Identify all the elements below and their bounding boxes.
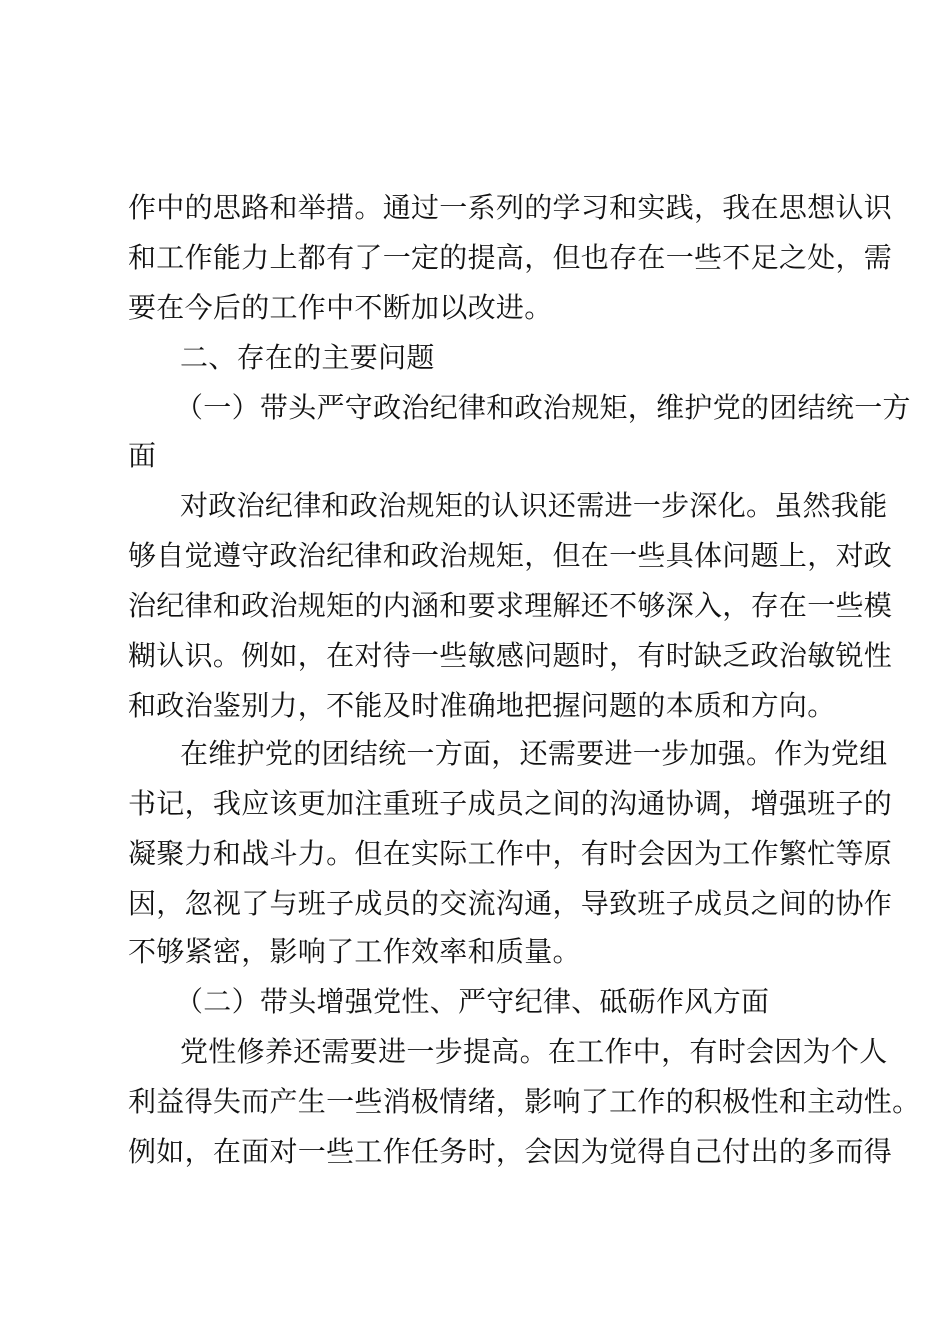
text-line: 不够紧密，影响了工作效率和质量。 <box>128 935 581 968</box>
subsection-heading: （一）带头严守政治纪律和政治规矩，维护党的团结统一方 <box>175 391 911 424</box>
text-line: 利益得失而产生一些消极情绪，影响了工作的积极性和主动性。 <box>128 1085 921 1118</box>
text-line: 凝聚力和战斗力。但在实际工作中，有时会因为工作繁忙等原 <box>128 837 893 870</box>
text-line: 治纪律和政治规矩的内涵和要求理解还不够深入，存在一些模 <box>128 589 893 622</box>
paragraph-start: 党性修养还需要进一步提高。在工作中，有时会因为个人 <box>180 1035 888 1068</box>
text-line: 例如，在面对一些工作任务时，会因为觉得自己付出的多而得 <box>128 1135 893 1168</box>
text-line: 和政治鉴别力，不能及时准确地把握问题的本质和方向。 <box>128 689 836 722</box>
subsection-heading: （二）带头增强党性、严守纪律、砥砺作风方面 <box>175 985 770 1018</box>
text-line: 作中的思路和举措。通过一系列的学习和实践，我在思想认识 <box>128 191 893 224</box>
section-heading: 二、存在的主要问题 <box>180 341 435 374</box>
text-line: 要在今后的工作中不断加以改进。 <box>128 291 553 324</box>
paragraph-start: 在维护党的团结统一方面，还需要进一步加强。作为党组 <box>180 737 888 770</box>
text-line: 书记，我应该更加注重班子成员之间的沟通协调，增强班子的 <box>128 787 893 820</box>
text-line: 够自觉遵守政治纪律和政治规矩，但在一些具体问题上，对政 <box>128 539 893 572</box>
subsection-heading-continued: 面 <box>128 439 157 472</box>
text-line: 和工作能力上都有了一定的提高，但也存在一些不足之处，需 <box>128 241 893 274</box>
text-line: 因，忽视了与班子成员的交流沟通，导致班子成员之间的协作 <box>128 887 893 920</box>
paragraph-start: 对政治纪律和政治规矩的认识还需进一步深化。虽然我能 <box>180 489 888 522</box>
text-line: 糊认识。例如，在对待一些敏感问题时，有时缺乏政治敏锐性 <box>128 639 893 672</box>
